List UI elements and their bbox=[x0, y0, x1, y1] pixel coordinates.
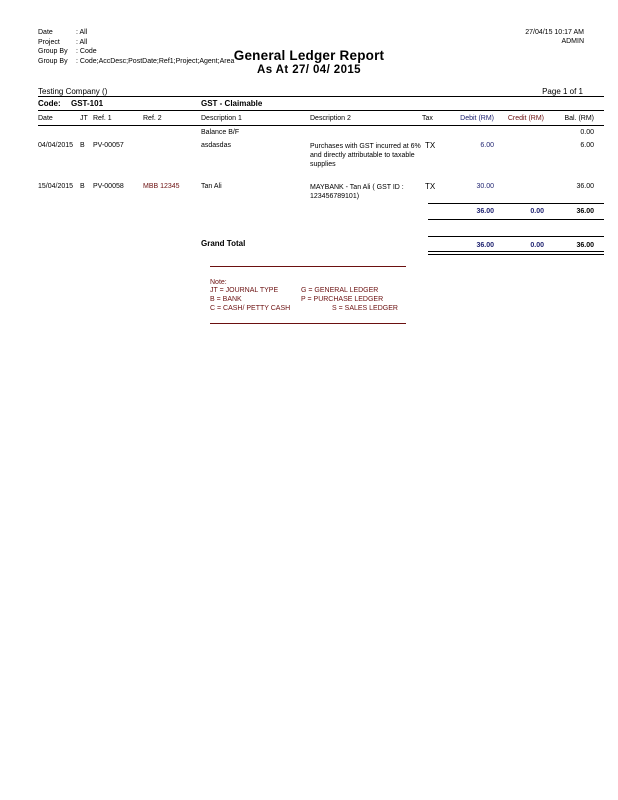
row1-desc1: asdasdas bbox=[201, 142, 231, 149]
report-title: General Ledger Report bbox=[233, 48, 385, 63]
param-groupby-1-value: : Code bbox=[76, 48, 97, 55]
row1-tax: TX bbox=[425, 141, 436, 150]
rule-grand-bottom-1 bbox=[428, 251, 604, 252]
col-debit: Debit (RM) bbox=[460, 115, 494, 122]
rule-top bbox=[38, 96, 604, 97]
col-balance: Bal. (RM) bbox=[564, 115, 594, 122]
col-ref1: Ref. 1 bbox=[93, 115, 112, 122]
print-user: ADMIN bbox=[561, 38, 584, 45]
row1-balance: 6.00 bbox=[580, 142, 594, 149]
grand-total-label: Grand Total bbox=[201, 239, 246, 248]
row2-desc1: Tan Ali bbox=[201, 183, 222, 190]
rule-subtotal-top bbox=[428, 203, 604, 204]
rule-grand-bottom-2 bbox=[428, 254, 604, 255]
note-b: B = BANK bbox=[210, 296, 242, 303]
row2-date: 15/04/2015 bbox=[38, 183, 74, 190]
row2-desc2: MAYBANK - Tan Ali ( GST ID : 123456789101) bbox=[310, 184, 404, 200]
company-name: Testing Company () bbox=[38, 87, 108, 96]
opening-desc: Balance B/F bbox=[201, 129, 240, 136]
row2-ref1: PV-00058 bbox=[93, 183, 124, 190]
row1-jt: B bbox=[80, 142, 85, 149]
report-subtitle: As At 27/ 04/ 2015 bbox=[257, 64, 361, 76]
row2-tax: TX bbox=[425, 182, 436, 191]
row2-balance: 36.00 bbox=[576, 183, 594, 190]
col-credit: Credit (RM) bbox=[507, 115, 544, 122]
subtotal-credit: 0.00 bbox=[530, 208, 544, 215]
row2-jt: B bbox=[80, 183, 85, 190]
param-project bbox=[38, 39, 87, 47]
page-info: Page 1 of 1 bbox=[542, 87, 583, 96]
account-code: GST-101 bbox=[71, 99, 104, 108]
param-date-value: : All bbox=[76, 29, 88, 36]
row2-ref2: MBB 12345 bbox=[143, 183, 180, 190]
param-groupby-2-label: Group By bbox=[38, 58, 68, 65]
account-code-label: Code: bbox=[38, 99, 61, 108]
param-project-label: Project bbox=[38, 39, 60, 46]
note-c: C = CASH/ PETTY CASH bbox=[210, 305, 291, 312]
col-jt: JT bbox=[80, 115, 88, 122]
param-date-label: Date bbox=[38, 29, 53, 36]
subtotal-debit: 36.00 bbox=[476, 208, 494, 215]
col-desc1: Description 1 bbox=[201, 115, 242, 122]
note-g: G = GENERAL LEDGER bbox=[301, 287, 379, 294]
param-groupby-2-value: : Code;AccDesc;PostDate;Ref1;Project;Agent;Area bbox=[76, 58, 235, 65]
rule-account bbox=[38, 110, 604, 111]
param-groupby-1-label: Group By bbox=[38, 48, 68, 55]
rule-subtotal-bottom bbox=[428, 219, 604, 220]
grand-total-credit: 0.00 bbox=[530, 242, 544, 249]
param-date bbox=[38, 29, 87, 37]
param-project-value: : All bbox=[76, 39, 88, 46]
note-jt: JT = JOURNAL TYPE bbox=[210, 287, 279, 294]
note-rule-bottom bbox=[210, 323, 406, 324]
print-datetime: 27/04/15 10:17 AM bbox=[525, 29, 584, 36]
opening-balance: 0.00 bbox=[580, 129, 594, 136]
rule-grand-top bbox=[428, 236, 604, 237]
rule-columns bbox=[38, 125, 604, 126]
note-s: S = SALES LEDGER bbox=[332, 305, 398, 312]
row1-desc2: Purchases with GST incurred at 6% and directly attributable to taxable supplies bbox=[310, 143, 421, 168]
account-name: GST - Claimable bbox=[201, 99, 263, 108]
note-rule-top bbox=[210, 266, 406, 267]
grand-total-debit: 36.00 bbox=[476, 242, 494, 249]
row1-debit: 6.00 bbox=[480, 142, 494, 149]
row1-date: 04/04/2015 bbox=[38, 142, 74, 149]
row2-debit: 30.00 bbox=[476, 183, 494, 190]
note-p: P = PURCHASE LEDGER bbox=[301, 296, 384, 303]
note-title: Note: bbox=[210, 279, 227, 286]
col-ref2: Ref. 2 bbox=[143, 115, 162, 122]
subtotal-balance: 36.00 bbox=[576, 208, 594, 215]
row1-ref1: PV-00057 bbox=[93, 142, 124, 149]
grand-total-balance: 36.00 bbox=[576, 242, 594, 249]
col-desc2: Description 2 bbox=[310, 115, 351, 122]
col-tax: Tax bbox=[422, 115, 433, 122]
col-date: Date bbox=[38, 115, 53, 122]
